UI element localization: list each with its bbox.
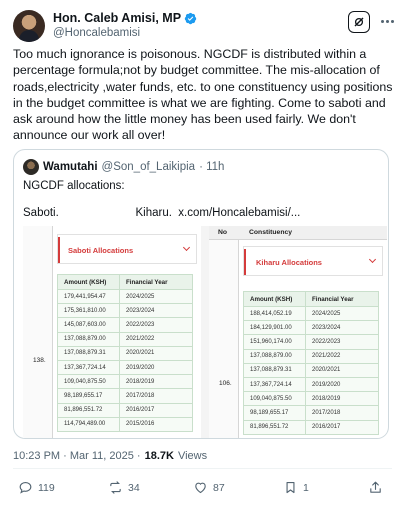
saboti-data-grid (57, 274, 193, 432)
table-row (57, 333, 193, 347)
kiharu-table (209, 226, 387, 439)
year-cell: 2022/2023 (312, 338, 341, 345)
table-row (57, 389, 193, 403)
amount-cell: 81,896,551.72 (58, 404, 120, 417)
table-row (57, 304, 193, 318)
table-row (243, 421, 379, 435)
amount-cell: 151,960,174.00 (244, 335, 306, 348)
amount-cell: 137,088,879.31 (58, 347, 120, 360)
table-row (243, 406, 379, 420)
amount-cell: 114,794,489.00 (58, 418, 120, 431)
table-row (243, 364, 379, 378)
author-name-row (53, 11, 197, 25)
row-number: 106. (219, 380, 232, 387)
year-cell: 2019/2020 (312, 381, 341, 388)
chevron-down-icon (369, 256, 376, 263)
year-cell: 2020/2021 (126, 350, 155, 357)
quoted-post-image[interactable] (23, 226, 387, 439)
bookmark-count: 1 (303, 481, 309, 494)
reply-icon (18, 480, 33, 495)
header-year: Financial Year (312, 295, 354, 303)
heart-icon (193, 480, 208, 495)
year-cell: 2017/2018 (126, 392, 155, 399)
post-timestamp (13, 450, 207, 462)
verified-badge-icon (184, 12, 197, 25)
constituency-header-row (209, 226, 387, 240)
table-row (57, 361, 193, 375)
table-row (243, 335, 379, 349)
year-cell: 2019/2020 (126, 364, 155, 371)
table-row (57, 347, 193, 361)
amount-cell: 137,367,724.14 (244, 378, 306, 391)
year-cell: 2018/2019 (126, 378, 155, 385)
table-row (57, 375, 193, 389)
post-header (13, 8, 393, 44)
year-cell: 2022/2023 (126, 321, 155, 328)
views-label: Views (177, 450, 208, 462)
author-name[interactable]: Hon. Caleb Amisi, MP (53, 11, 182, 25)
year-cell: 2023/2024 (312, 324, 341, 331)
more-options-icon[interactable] (378, 14, 396, 28)
amount-cell: 137,367,724.14 (58, 361, 120, 374)
author-handle[interactable]: @Honcalebamisi (53, 27, 141, 39)
saboti-allocations-dropdown (57, 234, 197, 264)
post-text: Too much ignorance is poisonous. NGCDF is distributed within a percentage formula;not by budget committee. The mis-allocation of roads,electricity ,water funds, etc. to one constituency using positions in the budget committee is what we are fighting. Come to saboti and ask around how the little money has been used fairly. We don't announce our work all over! (13, 47, 393, 143)
table-row (57, 290, 193, 304)
amount-cell: 137,088,879.00 (58, 333, 120, 346)
amount-cell: 81,896,551.72 (244, 421, 306, 434)
like-count: 87 (213, 481, 225, 494)
table-row (243, 392, 379, 406)
amount-cell: 137,088,879.31 (244, 364, 306, 377)
table-row (243, 321, 379, 335)
row-number: 138. (33, 357, 46, 364)
year-cell: 2023/2024 (126, 307, 155, 314)
reply-count: 119 (38, 481, 55, 494)
saboti-table (23, 226, 201, 439)
accent-bar (58, 237, 60, 263)
year-cell: 2024/2025 (312, 310, 341, 317)
row-number-cell (23, 226, 53, 439)
repost-count: 34 (128, 481, 140, 494)
table-row (243, 307, 379, 321)
amount-cell: 109,040,875.50 (244, 392, 306, 405)
amount-cell: 98,189,655.17 (58, 389, 120, 402)
year-cell: 2016/2017 (312, 424, 341, 431)
quoted-post[interactable] (13, 149, 389, 439)
author-avatar[interactable] (13, 10, 45, 42)
quoted-author-name: Wamutahi (43, 161, 98, 173)
year-cell: 2021/2022 (126, 336, 155, 343)
quoted-post-header (23, 159, 224, 175)
amount-cell: 188,414,052.19 (244, 307, 306, 320)
table-row (57, 404, 193, 418)
year-cell: 2020/2021 (312, 367, 341, 374)
amount-cell: 184,129,901.00 (244, 321, 306, 334)
kiharu-allocations-dropdown (243, 246, 383, 276)
table-row (57, 418, 193, 432)
amount-cell: 179,441,954.47 (58, 290, 120, 303)
year-cell: 2017/2018 (312, 409, 341, 416)
chevron-down-icon (183, 244, 190, 251)
kiharu-data-grid (243, 291, 379, 435)
table-row (243, 350, 379, 364)
saboti-allocations-title: Saboti Allocations (68, 246, 134, 255)
row-number-cell (209, 240, 239, 439)
quoted-post-text-line2: Saboti. Kiharu. x.com/Honcalebamisi/... (23, 207, 301, 219)
action-bar (13, 480, 393, 500)
grid-header (243, 291, 379, 307)
share-button[interactable] (368, 480, 383, 495)
header-amount: Amount (KSH) (58, 275, 120, 289)
bookmark-button[interactable] (283, 480, 309, 495)
year-cell: 2016/2017 (126, 407, 155, 414)
repost-button[interactable] (108, 480, 140, 495)
repost-icon (108, 480, 123, 495)
divider (13, 468, 392, 469)
year-cell: 2024/2025 (126, 293, 155, 300)
amount-cell: 98,189,655.17 (244, 406, 306, 419)
amount-cell: 109,040,875.50 (58, 375, 120, 388)
header-constituency: Constituency (249, 229, 293, 236)
reply-button[interactable] (18, 480, 55, 495)
header-amount: Amount (KSH) (244, 292, 306, 306)
amount-cell: 145,087,603.00 (58, 318, 120, 331)
amount-cell: 175,361,810.00 (58, 304, 120, 317)
table-row (57, 318, 193, 332)
grok-icon[interactable] (348, 11, 370, 33)
table-row (243, 378, 379, 392)
year-cell: 2018/2019 (312, 395, 341, 402)
header-no: No (218, 229, 228, 236)
amount-cell: 137,088,879.00 (244, 350, 306, 363)
kiharu-allocations-title: Kiharu Allocations (256, 258, 322, 267)
bookmark-icon (283, 480, 298, 495)
like-button[interactable] (193, 480, 225, 495)
quoted-author-handle: @Son_of_Laikipia (101, 161, 196, 173)
grid-header (57, 274, 193, 290)
post-time[interactable]: 10:23 PM · Mar 11, 2025 · (13, 450, 141, 462)
header-year: Financial Year (126, 278, 168, 286)
quoted-author-avatar (23, 159, 39, 175)
accent-bar (244, 249, 246, 275)
share-icon (368, 480, 383, 495)
year-cell: 2021/2022 (312, 353, 341, 360)
year-cell: 2015/2016 (126, 421, 155, 428)
quoted-post-text-line1: NGCDF allocations: (23, 180, 125, 192)
views-count: 18.7K (144, 450, 174, 462)
quoted-post-time: · 11h (199, 161, 225, 173)
